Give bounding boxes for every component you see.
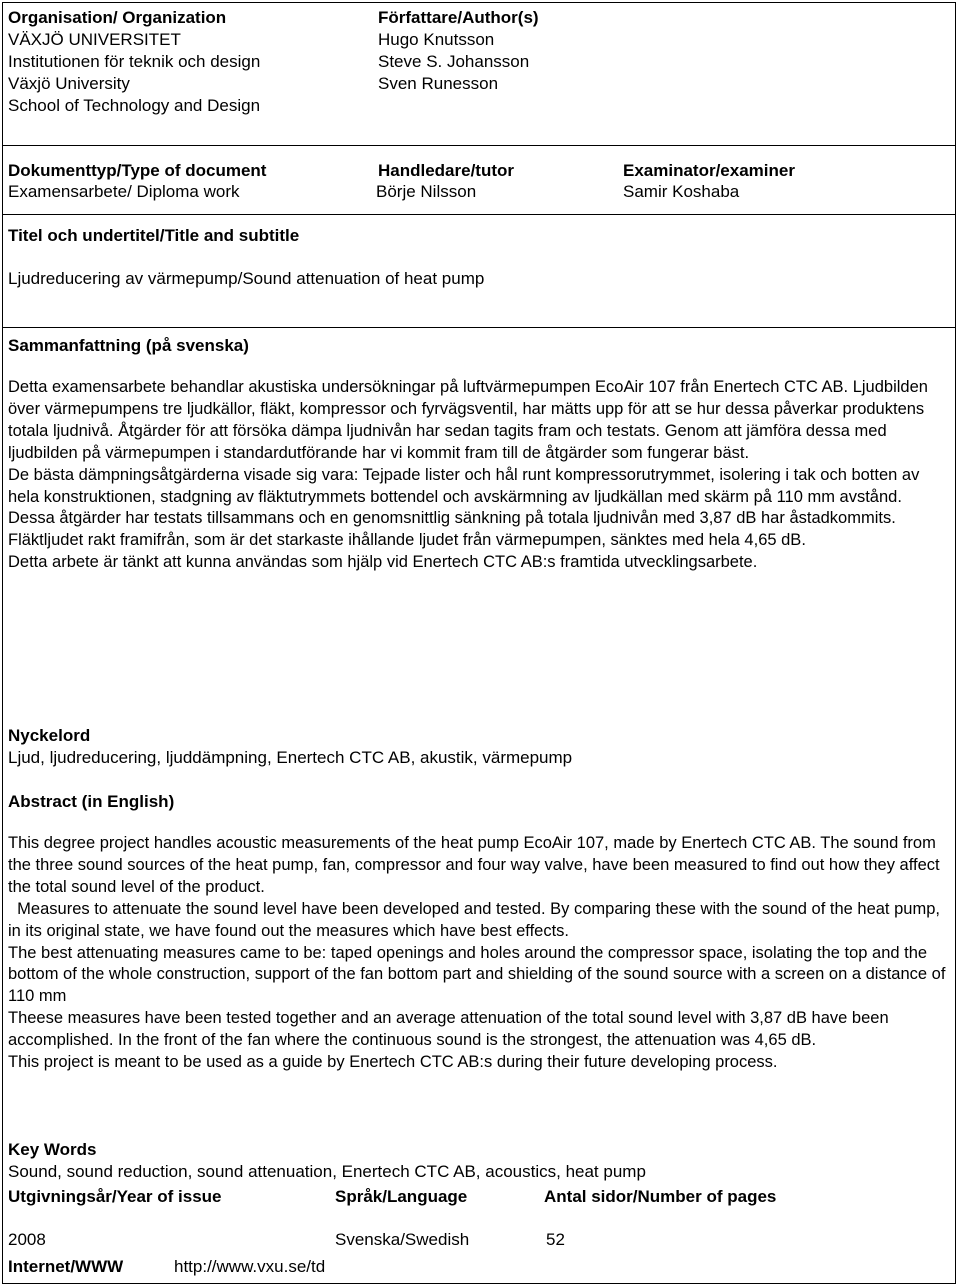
pages-value: 52	[546, 1230, 565, 1249]
examiner-value: Samir Koshaba	[623, 182, 740, 201]
abstract-en-paragraph: This project is meant to be used as a guide by Enertech CTC AB:s during their future developing process.	[8, 1053, 778, 1072]
tutor-label: Handledare/tutor	[378, 161, 515, 180]
summary-sv-text	[8, 377, 950, 574]
summary-sv-label: Sammanfattning (på svenska)	[8, 336, 249, 355]
summary-sv-paragraph: Dessa åtgärder har testats tillsammans och en genomsnittlig sänkning på totala ljudnivån med 3,87 dB har åstadkommits. Fläktljudet rakt framifrån, som är det starkaste ihållande ljudet från värmepumpen, sänktes med hela 4,65 dB.	[8, 509, 896, 550]
organization-line: VÄXJÖ UNIVERSITET	[8, 30, 181, 49]
keywords-sv-label: Nyckelord	[8, 726, 91, 745]
language-value: Svenska/Swedish	[335, 1230, 470, 1249]
author-name: Hugo Knutsson	[378, 30, 495, 49]
language-label: Språk/Language	[335, 1187, 468, 1206]
keywords-sv-value: Ljud, ljudreducering, ljuddämpning, Enertech CTC AB, akustik, värmepump	[8, 748, 573, 767]
summary-sv-paragraph: Detta arbete är tänkt att kunna användas som hjälp vid Enertech CTC AB:s framtida utvecklingsarbete.	[8, 553, 758, 572]
abstract-en-paragraph: Theese measures have been tested together and an average attenuation of the total sound level with 3,87 dB have been accomplished. In the front of the fan where the continuous sound is the strongest, the attenuation was 4,65 dB.	[8, 1009, 889, 1050]
document-type-value: Examensarbete/ Diploma work	[8, 182, 240, 201]
summary-sv-paragraph: Detta examensarbete behandlar akustiska undersökningar på luftvärmepumpen EcoAir 107 från Enertech CTC AB. Ljudbilden över värmepumpens tre ljudkällor, fläkt, kompressor och fyrvägsventil, har mätts upp för att se hur dessa påverkar produktens totala ljudnivå. Åtgärder för att försöka dämpa ljudnivån har sedan tagits fram och testats. Genom att jämföra dessa med ljudbilden på värmepumpen i standardutförande har vi kommit fram till de åtgärder som fungerar bäst.	[8, 378, 928, 462]
organization-line: Institutionen för teknik och design	[8, 52, 261, 71]
document-type-label: Dokumenttyp/Type of document	[8, 161, 267, 180]
divider-doctype	[2, 214, 956, 215]
abstract-en-text	[8, 833, 953, 1074]
title-label: Titel och undertitel/Title and subtitle	[8, 226, 300, 245]
author-name: Sven Runesson	[378, 74, 499, 93]
summary-sv-paragraph: De bästa dämpningsåtgärderna visade sig vara: Tejpade lister och hål runt kompressorutrymmet, isolering i tak och botten av hela konstruktionen, stadgning av fläktutrymmets bottendel och avskärmning av ljudkällan med skärm på 110 mm avstånd.	[8, 465, 920, 506]
abstract-en-paragraph: Measures to attenuate the sound level have been developed and tested. By comparing these with the sound of the heat pump, in its original state, we have found out the measures which have best effects.	[8, 899, 945, 940]
year-value: 2008	[8, 1230, 46, 1249]
abstract-en-paragraph: This degree project handles acoustic measurements of the heat pump EcoAir 107, made by Enertech CTC AB. The sound from the three sound sources of the heat pump, fan, compressor and four way valve, have been measured to find out how they affect the total sound level of the product.	[8, 834, 940, 896]
examiner-label: Examinator/examiner	[623, 161, 795, 180]
year-label: Utgivningsår/Year of issue	[8, 1187, 222, 1206]
divider-header	[2, 145, 956, 146]
abstract-en-label: Abstract (in English)	[8, 792, 175, 811]
internet-link[interactable]: http://www.vxu.se/td	[174, 1257, 326, 1276]
internet-label: Internet/WWW	[8, 1257, 124, 1276]
title-value: Ljudreducering av värmepump/Sound attenuation of heat pump	[8, 269, 485, 288]
organization-label: Organisation/ Organization	[8, 8, 227, 27]
authors-label: Författare/Author(s)	[378, 8, 539, 27]
organization-line: School of Technology and Design	[8, 96, 261, 115]
abstract-en-paragraph: The best attenuating measures came to be: taped openings and holes around the compressor space, isolating the top and the bottom of the whole construction, support of the fan bottom part and shielding of the sound source with a screen on a distance of 110 mm	[8, 943, 946, 1006]
divider-title	[2, 327, 956, 328]
organization-line: Växjö University	[8, 74, 130, 93]
keywords-en-label: Key Words	[8, 1140, 97, 1159]
pages-label: Antal sidor/Number of pages	[544, 1187, 777, 1206]
author-name: Steve S. Johansson	[378, 52, 530, 71]
keywords-en-value: Sound, sound reduction, sound attenuation, Enertech CTC AB, acoustics, heat pump	[8, 1162, 646, 1181]
tutor-value: Börje Nilsson	[376, 182, 477, 201]
